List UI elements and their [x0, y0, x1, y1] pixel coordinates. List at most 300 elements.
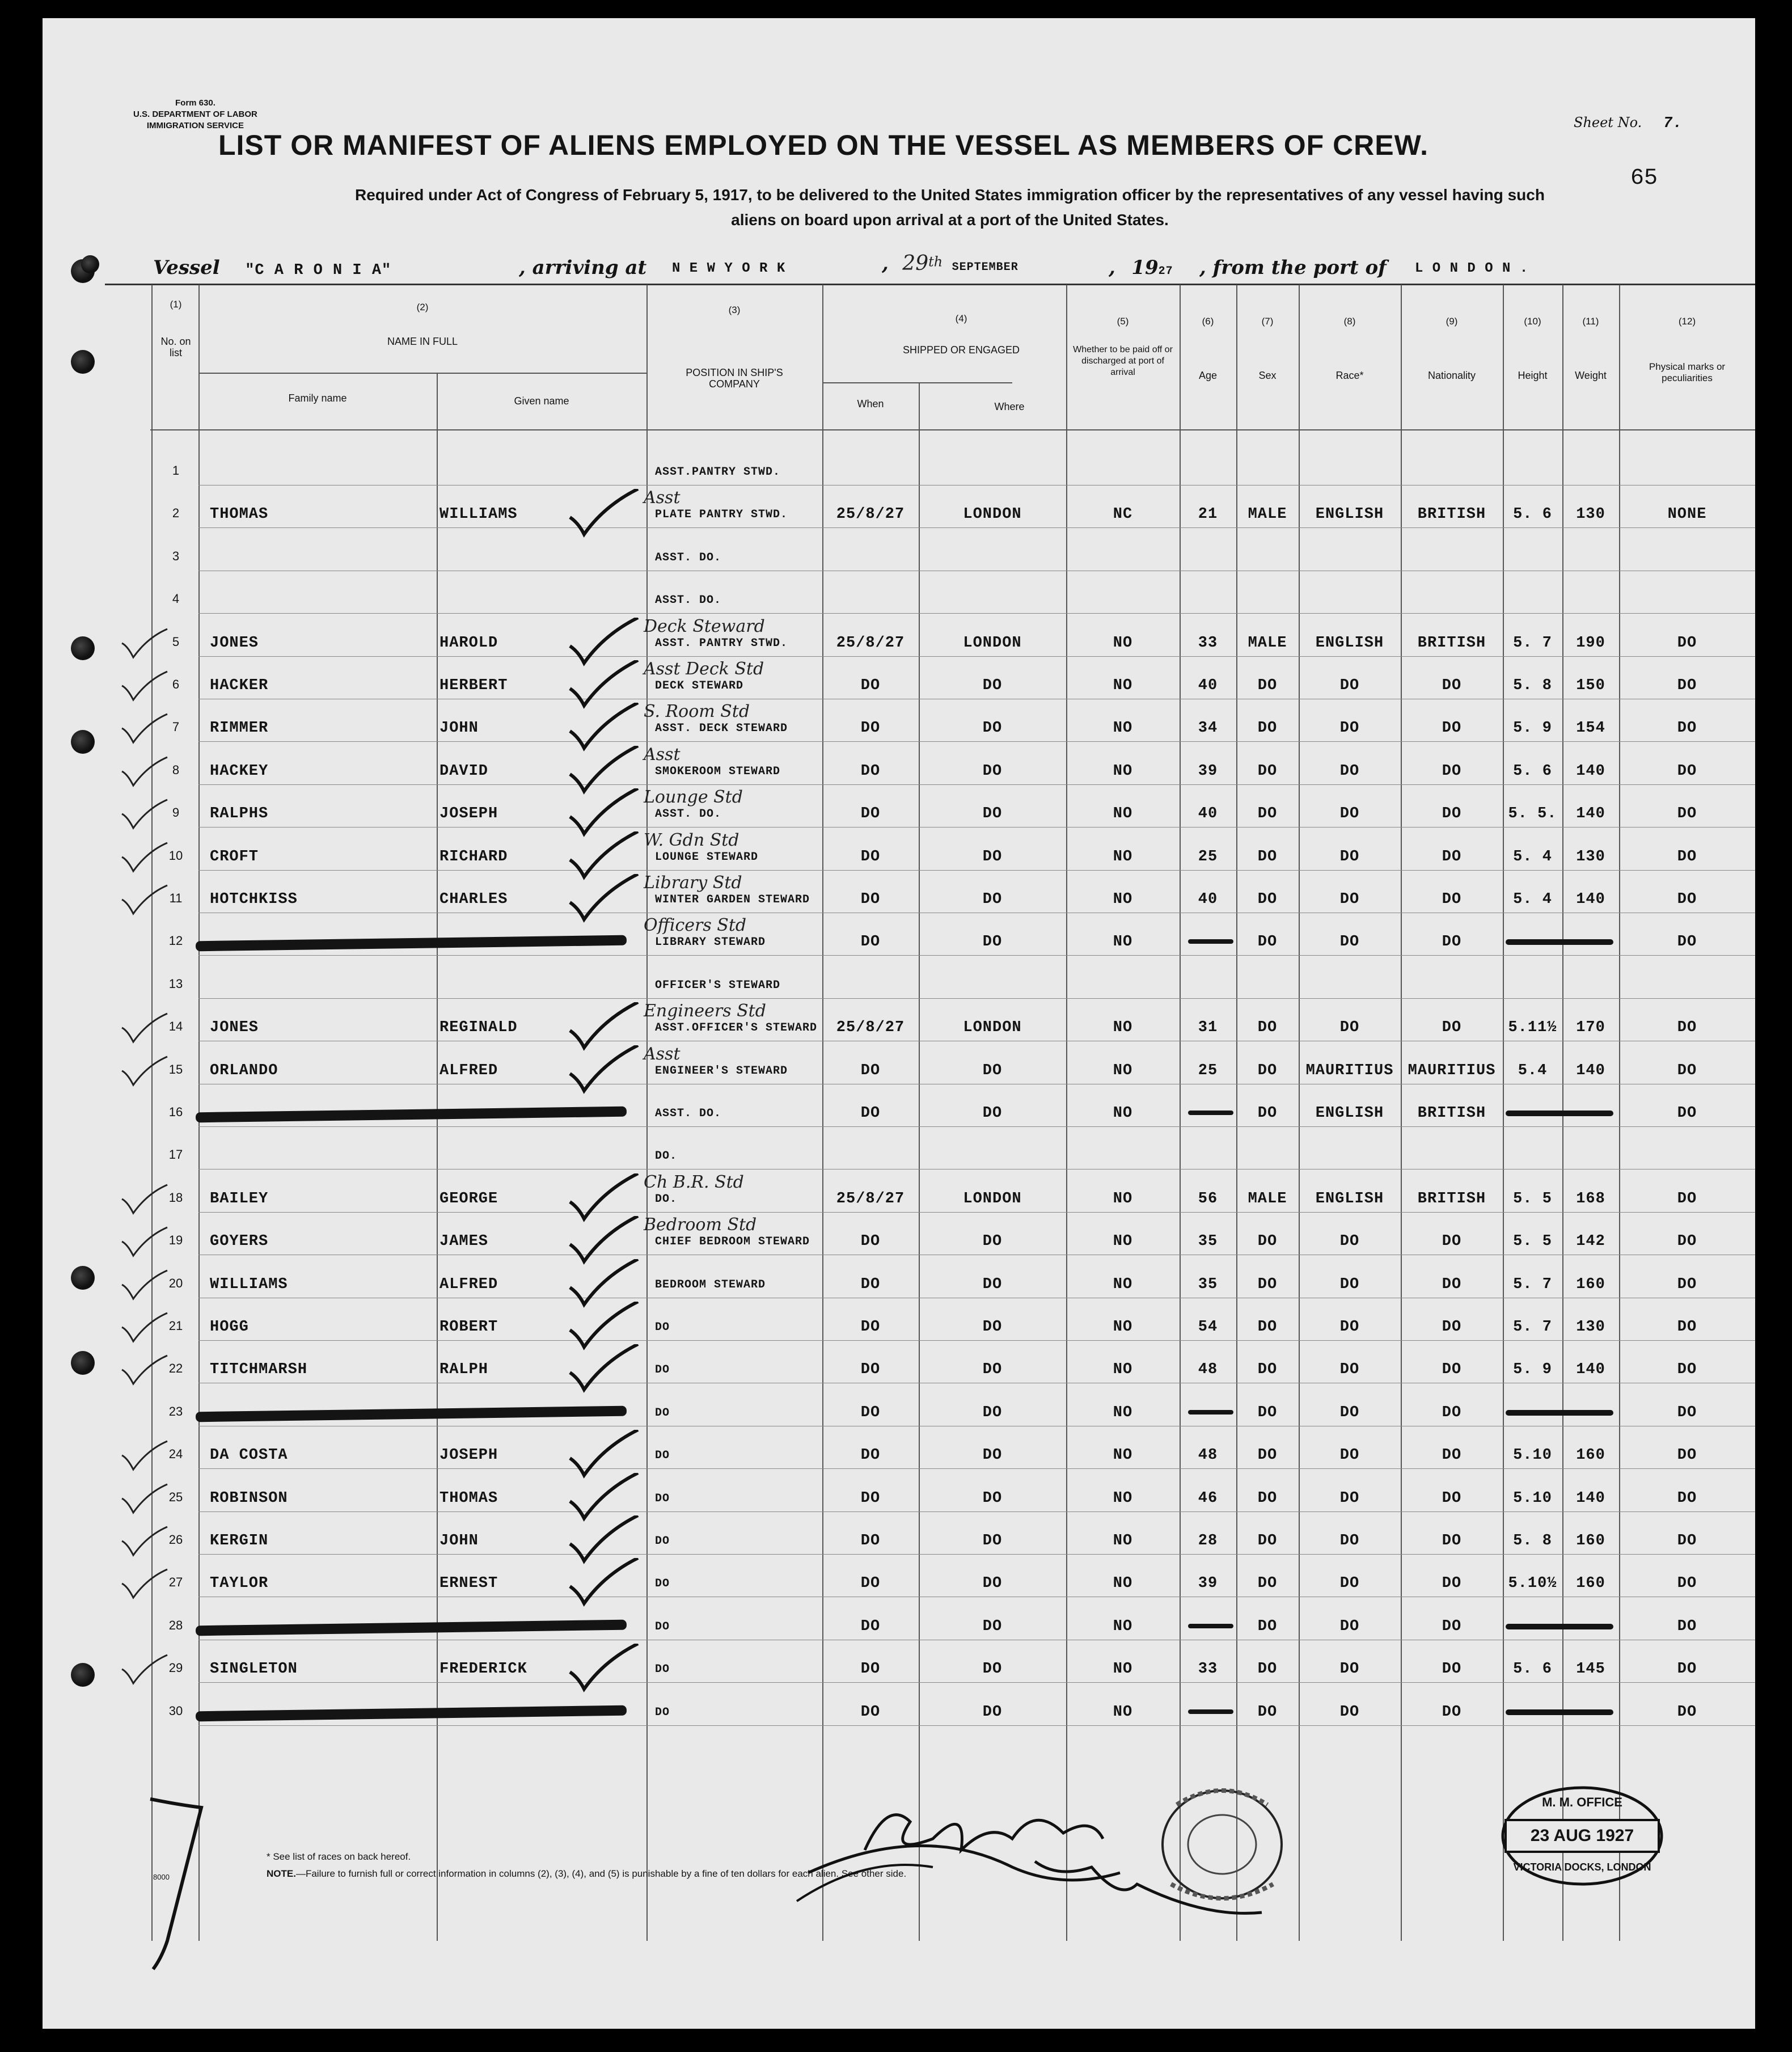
col-num-5: (5): [1117, 316, 1129, 327]
cell-no: 5: [172, 634, 180, 649]
cell-position-handwritten: Asst: [644, 1044, 681, 1064]
cell-no: 12: [168, 934, 183, 948]
cell-age: 33: [1198, 634, 1218, 652]
cell-age: 25: [1198, 848, 1218, 865]
cell-nat: DO: [1442, 1361, 1462, 1379]
cell-no: 27: [168, 1575, 183, 1590]
cell-when: DO: [860, 762, 881, 780]
signature-scribble: [808, 1815, 1262, 1914]
cell-paid: NO: [1113, 634, 1133, 652]
cell-position-handwritten: Lounge Std: [644, 787, 743, 808]
cell-when: DO: [860, 1319, 881, 1336]
cell-age: 33: [1198, 1661, 1218, 1678]
cell-height: 5. 9: [1513, 720, 1552, 737]
cell-family: RIMMER: [210, 720, 269, 737]
cell-marks: DO: [1677, 1105, 1697, 1122]
cell-where: DO: [982, 891, 1003, 908]
check-mark-icon: [564, 489, 644, 540]
cell-position-typed: ASST. DO.: [655, 551, 722, 564]
cell-no: 9: [172, 805, 180, 820]
cell-paid: NO: [1113, 1703, 1133, 1721]
cell-height: 5.11½: [1508, 1019, 1557, 1037]
row-rule: [198, 998, 1755, 999]
row-rule: [198, 1725, 1755, 1726]
col-where: Where: [994, 401, 1025, 412]
cell-race: DO: [1339, 1447, 1360, 1464]
margin-tick-icon: [119, 1652, 170, 1686]
col-num-9: (9): [1446, 316, 1458, 327]
cell-position-typed: DO: [655, 1620, 670, 1633]
cell-position-typed: DECK STEWARD: [655, 679, 744, 693]
cell-race: DO: [1339, 805, 1360, 823]
cell-position-typed: OFFICER'S STEWARD: [655, 978, 781, 992]
cell-sex: DO: [1257, 848, 1278, 865]
cell-height: 5. 7: [1513, 1276, 1552, 1293]
cell-no: 18: [168, 1190, 183, 1205]
cell-age: 21: [1198, 506, 1218, 523]
cell-when: DO: [860, 1575, 881, 1593]
cell-position-typed: PLATE PANTRY STWD.: [655, 508, 788, 522]
cell-when: DO: [860, 720, 881, 737]
col-num-1: (1): [170, 299, 182, 310]
stamp-date: 23 AUG 1927: [1530, 1826, 1634, 1845]
cell-where: DO: [982, 677, 1003, 694]
cell-given: FREDERICK: [439, 1661, 527, 1678]
col-given-name: Given name: [514, 395, 569, 407]
cell-paid: NC: [1113, 506, 1133, 523]
arriving-label: , arriving at: [519, 256, 647, 279]
cell-sex: DO: [1257, 1532, 1278, 1549]
races-footnote: * See list of races on back hereof.: [267, 1851, 411, 1862]
cell-where: LONDON: [963, 1190, 1022, 1207]
sheet-value: 7.: [1663, 115, 1683, 132]
cell-race: DO: [1339, 1703, 1360, 1721]
subtitle-line-1: Required under Act of Congress of February 5, 1917, to be delivered to the United States immigration officer by the representatives of any vessel having such: [355, 186, 1545, 204]
cell-age: 56: [1198, 1190, 1218, 1207]
cell-given: JOHN: [439, 1532, 479, 1549]
cell-race: ENGLISH: [1315, 1105, 1384, 1122]
margin-tick-icon: [119, 883, 170, 917]
stamp-top-text: M. M. OFFICE: [1542, 1795, 1622, 1809]
cell-sex: DO: [1257, 1447, 1278, 1464]
cell-race: ENGLISH: [1315, 634, 1384, 652]
row-rule: [198, 1212, 1755, 1213]
margin-tick-icon: [119, 840, 170, 874]
cell-position-handwritten: Engineers Std: [644, 1001, 766, 1021]
cell-height: 5.10: [1513, 1447, 1552, 1464]
cell-given: ERNEST: [439, 1575, 498, 1593]
cell-sex: DO: [1257, 1105, 1278, 1122]
cell-sex: DO: [1257, 1361, 1278, 1379]
cell-when: DO: [860, 1489, 881, 1507]
cell-no: 29: [168, 1661, 183, 1675]
arrival-month: SEPTEMBER: [952, 261, 1018, 274]
note-text: —Failure to furnish full or correct information in columns (2), (3), (4), and (5) is punishable by a fine of ten dollars for each alien. See other side.: [295, 1868, 907, 1879]
row-rule: [198, 1682, 1755, 1683]
cell-no: 28: [168, 1618, 183, 1632]
cell-family: ROBINSON: [210, 1489, 288, 1507]
form-department: U.S. DEPARTMENT OF LABOR: [133, 109, 257, 119]
cell-marks: DO: [1677, 1661, 1697, 1678]
cell-where: DO: [982, 1575, 1003, 1593]
form-service: IMMIGRATION SERVICE: [146, 121, 244, 130]
cell-where: DO: [982, 1703, 1003, 1721]
col-sex: Sex: [1258, 370, 1277, 381]
cell-marks: DO: [1677, 934, 1697, 951]
cell-marks: DO: [1677, 1618, 1697, 1635]
cell-nat: BRITISH: [1417, 506, 1486, 523]
form-header: [133, 98, 257, 132]
cell-sex: MALE: [1248, 634, 1287, 652]
row-rule: [198, 1554, 1755, 1555]
cell-sex: DO: [1257, 805, 1278, 823]
from-port: L O N D O N .: [1415, 261, 1529, 276]
cell-marks: DO: [1677, 848, 1697, 865]
col-num-7: (7): [1261, 316, 1274, 327]
cell-nat: MAURITIUS: [1408, 1062, 1496, 1079]
cell-position-handwritten: Library Std: [644, 873, 742, 893]
shipped-subheader-line: [822, 382, 1012, 383]
cell-where: DO: [982, 762, 1003, 780]
cell-paid: NO: [1113, 1276, 1133, 1293]
cell-race: ENGLISH: [1315, 506, 1384, 523]
row-rule: [198, 870, 1755, 871]
cell-no: 4: [172, 592, 180, 606]
cell-when: DO: [860, 1447, 881, 1464]
cell-position-typed: DO: [655, 1363, 670, 1377]
cell-weight: 140: [1576, 805, 1605, 823]
cell-marks: DO: [1677, 1447, 1697, 1464]
cell-height: 5. 4: [1513, 848, 1552, 865]
cell-race: MAURITIUS: [1305, 1062, 1394, 1079]
cell-when: 25/8/27: [836, 634, 905, 652]
cell-paid: NO: [1113, 762, 1133, 780]
cell-paid: NO: [1113, 1618, 1133, 1635]
cell-given: CHARLES: [439, 891, 508, 908]
cell-race: DO: [1339, 891, 1360, 908]
cell-family: SINGLETON: [210, 1661, 298, 1678]
name-strikethrough: [196, 1107, 627, 1123]
col-nationality: Nationality: [1427, 370, 1476, 381]
cell-when: 25/8/27: [836, 1190, 905, 1207]
cell-race: DO: [1339, 1532, 1360, 1549]
cell-race: DO: [1339, 720, 1360, 737]
cell-weight: 140: [1576, 1361, 1605, 1379]
col-num-4: (4): [955, 313, 967, 324]
cell-position-typed: DO: [655, 1577, 670, 1591]
cell-age: 35: [1198, 1233, 1218, 1251]
cell-weight: 160: [1576, 1532, 1605, 1549]
col-shipped: SHIPPED OR ENGAGED: [902, 344, 1020, 356]
cell-nat: DO: [1442, 1575, 1462, 1593]
margin-tick-icon: [119, 1310, 170, 1344]
cell-race: DO: [1339, 1661, 1360, 1678]
cell-position-typed: DO: [655, 1663, 670, 1677]
cell-sex: DO: [1257, 720, 1278, 737]
cell-marks: DO: [1677, 1404, 1697, 1421]
cell-paid: NO: [1113, 1190, 1133, 1207]
check-mark-icon: [564, 1558, 644, 1609]
cell-family: HOTCHKISS: [210, 891, 298, 908]
cell-marks: DO: [1677, 1233, 1697, 1251]
voyage-line: [153, 256, 391, 279]
margin-tick-icon: [119, 1182, 170, 1216]
cell-position-typed: DO: [655, 1492, 670, 1505]
vessel-label: Vessel: [153, 256, 220, 279]
cell-given: HERBERT: [439, 677, 508, 694]
cell-nat: DO: [1442, 720, 1462, 737]
cell-when: DO: [860, 848, 881, 865]
cell-sex: MALE: [1248, 506, 1287, 523]
margin-tick-icon: [119, 754, 170, 788]
cell-paid: NO: [1113, 1062, 1133, 1079]
cell-paid: NO: [1113, 1661, 1133, 1678]
height-weight-strikethrough: [1506, 1709, 1613, 1715]
cell-where: LONDON: [963, 1019, 1022, 1037]
cell-marks: DO: [1677, 1575, 1697, 1593]
row-rule: [198, 1126, 1755, 1127]
cell-nat: DO: [1442, 1319, 1462, 1336]
cell-age: 40: [1198, 891, 1218, 908]
arrival-date: , 29th SEPTEMBER: [882, 252, 1018, 275]
cell-nat: DO: [1442, 1233, 1462, 1251]
arrival-year: , 1927: [1109, 256, 1173, 279]
cell-marks: DO: [1677, 634, 1697, 652]
cell-age: 40: [1198, 805, 1218, 823]
cell-race: DO: [1339, 934, 1360, 951]
punch-hole-icon: [71, 1351, 95, 1375]
cell-age: 46: [1198, 1489, 1218, 1507]
cell-age: 48: [1198, 1447, 1218, 1464]
cell-family: HACKER: [210, 677, 269, 694]
column-divider: [646, 285, 648, 1941]
cell-given: DAVID: [439, 762, 489, 780]
cell-paid: NO: [1113, 934, 1133, 951]
cell-height: 5. 5.: [1508, 805, 1557, 823]
cell-when: DO: [860, 805, 881, 823]
cell-position-typed: DO: [655, 1449, 670, 1463]
cell-no: 16: [168, 1105, 183, 1119]
cell-paid: NO: [1113, 805, 1133, 823]
cell-position-typed: ASST. PANTRY STWD.: [655, 636, 788, 650]
cell-given: RALPH: [439, 1361, 489, 1379]
form-number: Form 630.: [175, 98, 215, 108]
cell-position-typed: DO.: [655, 1192, 678, 1206]
col-position: POSITION IN SHIP'S COMPANY: [686, 367, 783, 390]
cell-position-typed: ENGINEER'S STEWARD: [655, 1064, 788, 1078]
agency-seal: [1163, 1791, 1282, 1898]
manifest-sheet: [43, 18, 1755, 2029]
cell-nat: DO: [1442, 848, 1462, 865]
cell-paid: NO: [1113, 1361, 1133, 1379]
agency-seal-inner: [1188, 1815, 1256, 1874]
cell-nat: DO: [1442, 805, 1462, 823]
cell-nat: BRITISH: [1417, 1105, 1486, 1122]
cell-marks: DO: [1677, 1703, 1697, 1721]
row-rule: [198, 613, 1755, 614]
row-rule: [198, 527, 1755, 528]
cell-nat: DO: [1442, 1447, 1462, 1464]
cell-sex: DO: [1257, 1319, 1278, 1336]
cell-given: JAMES: [439, 1233, 489, 1251]
cell-when: DO: [860, 1276, 881, 1293]
margin-tick-icon: [119, 797, 170, 831]
cell-weight: 140: [1576, 891, 1605, 908]
cell-position-typed: DO.: [655, 1150, 678, 1163]
margin-tick-icon: [119, 1225, 170, 1259]
cell-height: 5. 6: [1513, 762, 1552, 780]
cell-family: GOYERS: [210, 1233, 269, 1251]
check-mark-icon: [564, 1344, 644, 1395]
cell-when: DO: [860, 891, 881, 908]
cell-when: 25/8/27: [836, 506, 905, 523]
subtitle-line-2: aliens on board upon arrival at a port of the United States.: [731, 211, 1169, 229]
cell-given: REGINALD: [439, 1019, 518, 1037]
cell-given: THOMAS: [439, 1489, 498, 1507]
cell-height: 5. 6: [1513, 1661, 1552, 1678]
cell-family: HACKEY: [210, 762, 269, 780]
cell-sex: DO: [1257, 677, 1278, 694]
stamp-bottom-text: VICTORIA DOCKS, LONDON: [1513, 1861, 1651, 1873]
cell-height: 5. 8: [1513, 1532, 1552, 1549]
cell-where: DO: [982, 805, 1003, 823]
margin-tick-icon: [119, 1524, 170, 1558]
cell-nat: DO: [1442, 1661, 1462, 1678]
cell-family: JONES: [210, 1019, 259, 1037]
cell-sex: DO: [1257, 891, 1278, 908]
cell-paid: NO: [1113, 1105, 1133, 1122]
cell-nat: BRITISH: [1417, 1190, 1486, 1207]
cell-no: 15: [168, 1062, 183, 1076]
cell-no: 10: [168, 848, 183, 863]
cell-age: 54: [1198, 1319, 1218, 1336]
cell-paid: NO: [1113, 848, 1133, 865]
cell-marks: DO: [1677, 891, 1697, 908]
cell-when: DO: [860, 1233, 881, 1251]
column-divider: [1180, 285, 1181, 1941]
cell-nat: DO: [1442, 1404, 1462, 1421]
cell-position-typed: SMOKEROOM STEWARD: [655, 765, 781, 778]
cell-no: 22: [168, 1361, 183, 1376]
cell-weight: 130: [1576, 506, 1605, 523]
cell-given: WILLIAMS: [439, 506, 518, 523]
cell-sex: DO: [1257, 1019, 1278, 1037]
cell-sex: DO: [1257, 1276, 1278, 1293]
cell-family: BAILEY: [210, 1190, 269, 1207]
cell-race: DO: [1339, 677, 1360, 694]
cell-where: LONDON: [963, 634, 1022, 652]
cell-paid: NO: [1113, 1404, 1133, 1421]
col-marks: Physical marks or peculiarities: [1649, 361, 1726, 383]
cell-age: 34: [1198, 720, 1218, 737]
cell-position-typed: CHIEF BEDROOM STEWARD: [655, 1235, 810, 1249]
cell-position-typed: DO: [655, 1535, 670, 1548]
name-strikethrough: [196, 935, 627, 952]
cell-height: 5. 4: [1513, 891, 1552, 908]
cell-no: 8: [172, 762, 180, 777]
cell-race: DO: [1339, 1019, 1360, 1037]
age-strikethrough: [1188, 1709, 1233, 1714]
vessel-name: "C A R O N I A": [245, 262, 392, 279]
cell-given: ROBERT: [439, 1319, 498, 1336]
cell-when: DO: [860, 934, 881, 951]
cell-weight: 190: [1576, 634, 1605, 652]
cell-age: 39: [1198, 1575, 1218, 1593]
row-rule: [198, 1340, 1755, 1341]
age-strikethrough: [1188, 1111, 1233, 1115]
from-label: , from the port of: [1199, 256, 1387, 279]
cell-where: DO: [982, 1105, 1003, 1122]
cell-weight: 150: [1576, 677, 1605, 694]
cell-given: GEORGE: [439, 1190, 498, 1207]
cell-height: 5.4: [1518, 1062, 1548, 1079]
cell-marks: DO: [1677, 677, 1697, 694]
col-name-in-full: NAME IN FULL: [387, 336, 458, 347]
cell-where: DO: [982, 1233, 1003, 1251]
cell-no: 1: [172, 463, 180, 478]
cell-sex: DO: [1257, 1404, 1278, 1421]
cell-nat: DO: [1442, 677, 1462, 694]
punch-hole-icon: [71, 350, 95, 374]
cell-weight: 160: [1576, 1447, 1605, 1464]
col-num-6: (6): [1202, 316, 1214, 327]
cell-sex: DO: [1257, 1575, 1278, 1593]
signature-area: [128, 1754, 1545, 2026]
cell-marks: DO: [1677, 1532, 1697, 1549]
cell-age: 28: [1198, 1532, 1218, 1549]
cell-weight: 130: [1576, 1319, 1605, 1336]
cell-no: 19: [168, 1233, 183, 1248]
cell-weight: 170: [1576, 1019, 1605, 1037]
col-num-12: (12): [1678, 316, 1696, 327]
cell-position-handwritten: Asst Deck Std: [644, 659, 764, 679]
cell-when: DO: [860, 1062, 881, 1079]
cell-height: 5. 7: [1513, 1319, 1552, 1336]
cell-position-handwritten: Bedroom Std: [644, 1215, 757, 1235]
cell-family: DA COSTA: [210, 1447, 288, 1464]
cell-family: TAYLOR: [210, 1575, 269, 1593]
arrival-day: 29: [902, 252, 929, 275]
cell-where: DO: [982, 720, 1003, 737]
cell-family: HOGG: [210, 1319, 249, 1336]
margin-tick-icon: [119, 711, 170, 745]
cell-age: 35: [1198, 1276, 1218, 1293]
cell-where: DO: [982, 1062, 1003, 1079]
cell-race: ENGLISH: [1315, 1190, 1384, 1207]
arrival-day-suffix: th: [928, 254, 943, 270]
table-left-border: [151, 285, 153, 1941]
margin-tick-icon: [119, 1438, 170, 1472]
cell-nat: DO: [1442, 1489, 1462, 1507]
cell-marks: DO: [1677, 1019, 1697, 1037]
cell-when: DO: [860, 1361, 881, 1379]
cell-family: ORLANDO: [210, 1062, 278, 1079]
cell-position-typed: BEDROOM STEWARD: [655, 1278, 766, 1291]
cell-family: JONES: [210, 634, 259, 652]
cell-when: DO: [860, 677, 881, 694]
cell-position-typed: DO: [655, 1321, 670, 1334]
year-prefix: 19: [1131, 256, 1159, 279]
cell-position-handwritten: Asst: [644, 744, 681, 765]
cell-where: DO: [982, 1276, 1003, 1293]
margin-tick-icon: [119, 669, 170, 703]
cell-family: KERGIN: [210, 1532, 269, 1549]
cell-paid: NO: [1113, 1489, 1133, 1507]
cell-when: DO: [860, 1661, 881, 1678]
cell-sex: DO: [1257, 1062, 1278, 1079]
cell-position-handwritten: W. Gdn Std: [644, 830, 739, 850]
col-paid-off: Whether to be paid off or discharged at port of arrival: [1073, 345, 1173, 377]
